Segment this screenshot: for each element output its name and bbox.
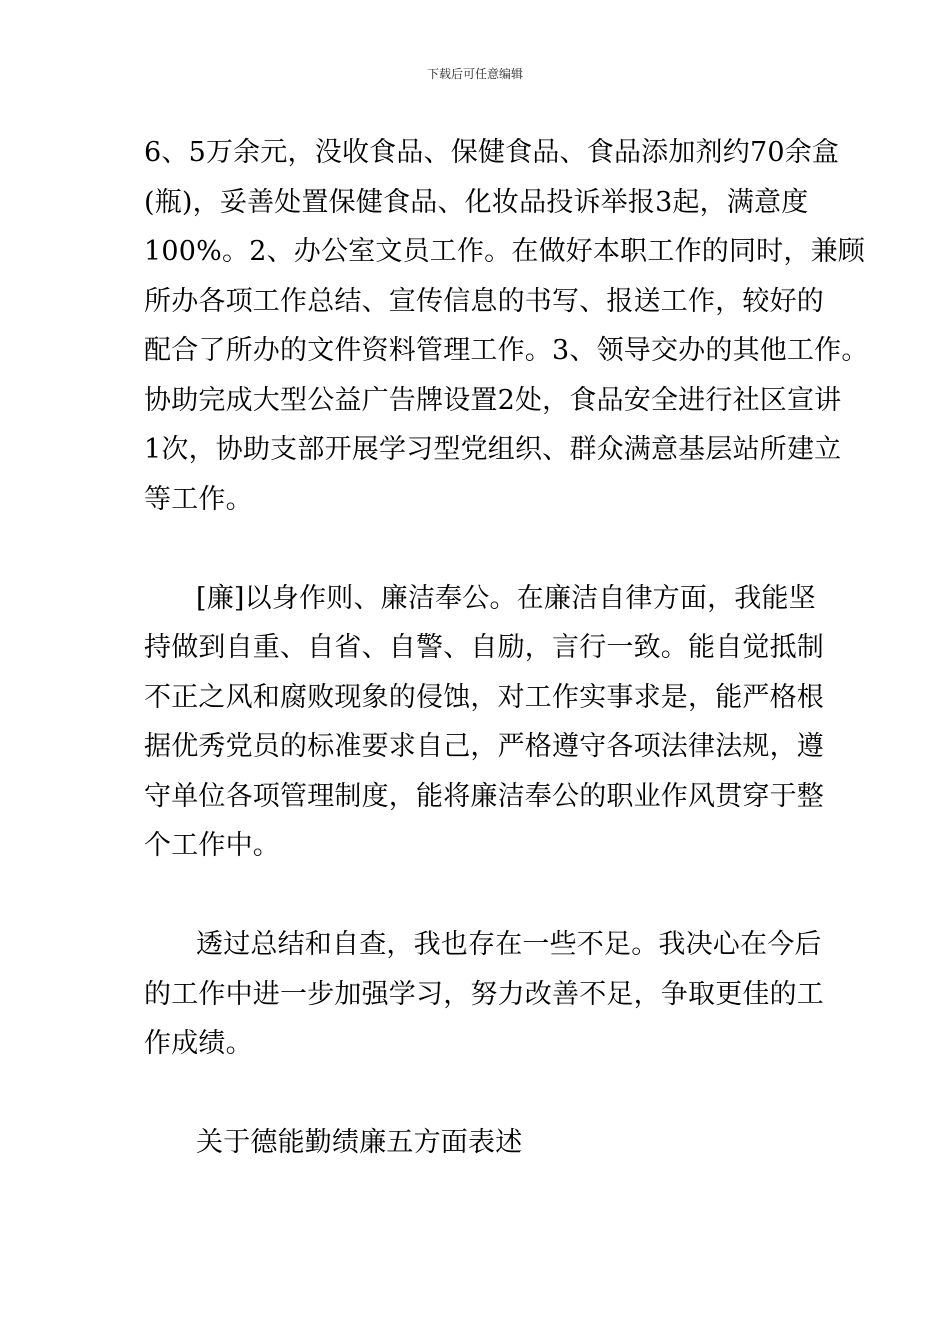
paragraph	[144, 128, 869, 524]
text-line: 6、5万余元，没收食品、保健食品、食品添加剂约70余盒	[144, 137, 840, 168]
text-line: 透过总结和自查，我也存在一些不足。我决心在今后	[196, 929, 822, 960]
paragraph-spacer	[144, 1069, 808, 1119]
text-line: 据优秀党员的标准要求自己，严格遵守各项法律法规，遵	[144, 731, 824, 762]
text-line: 协助完成大型公益广告牌设置2处，食品安全进行社区宣讲	[144, 384, 842, 416]
document-body	[144, 128, 869, 1168]
text-line: 配合了所办的文件资料管理工作。3、领导交办的其他工作。	[144, 335, 869, 366]
paragraph-spacer	[144, 871, 808, 921]
text-line: 守单位各项管理制度，能将廉洁奉公的职业作风贯穿于整	[144, 780, 824, 812]
paragraph	[144, 920, 824, 1069]
text-line: 作成绩。	[144, 1028, 253, 1059]
text-line: 不正之风和腐败现象的侵蚀，对工作实事求是，能严格根	[144, 681, 824, 713]
text-line: 持做到自重、自省、自警、自励，言行一致。能自觉抵制	[144, 632, 824, 663]
text-line: (瓶)，妥善处置保健食品、化妆品投诉举报3起，满意度	[144, 186, 809, 218]
text-line: 的工作中进一步加强学习，努力改善不足，争取更佳的工	[144, 978, 824, 1010]
text-line: [廉]以身作则、廉洁奉公。在廉洁自律方面，我能坚	[196, 582, 816, 614]
text-line: 等工作。	[144, 483, 253, 515]
text-line: 1次，协助支部开展学习型党组织、群众满意基层站所建立	[144, 434, 842, 465]
paragraph	[144, 1118, 808, 1168]
paragraph	[144, 574, 824, 871]
paragraph-spacer	[144, 524, 808, 574]
page-header: 下载后可任意编辑	[426, 67, 523, 81]
text-line: 100%。2、办公室文员工作。在做好本职工作的同时，兼顾	[144, 236, 865, 267]
section-heading: 关于德能勤绩廉五方面表述	[196, 1127, 523, 1158]
text-line: 个工作中。	[144, 830, 280, 861]
text-line: 所办各项工作总结、宣传信息的书写、报送工作，较好的	[144, 285, 824, 317]
